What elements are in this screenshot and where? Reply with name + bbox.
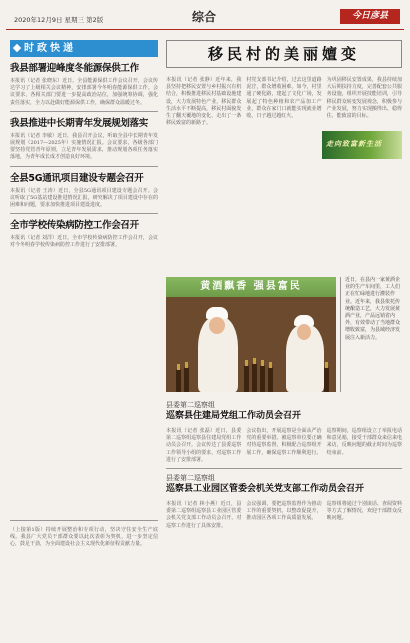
story-body: 本报讯（记者 张晓东）近日，全县能源保供工作会议召开，会议传达学习了上级相关会议精神，安排部署今冬明春能源保供工作。会议要求，各相关部门要进一步提高政治站位，加强统筹协调，强化责任落实，全力以赴做好能源保供工作，确保群众温暖过冬。: [10, 78, 158, 106]
issue-date: 2020年12月9日 星期三 第2版: [14, 16, 104, 24]
story-headline[interactable]: 全市学校传染病防控工作会召开: [10, 220, 139, 232]
feature-text: 村党支部书记介绍，过去这里道路泥泞，群众增收困难。如今，村里通了硬化路，建起了文化广场，发展起了特色种植和农产品加工产业，群众在家门口就能实现就业增收，日子越过越红火。: [246, 77, 322, 120]
feature-columns: [166, 74, 402, 127]
story-headline[interactable]: 全县5G通讯项目建设专题会召开: [10, 172, 144, 184]
bottle: [244, 365, 249, 392]
bottle: [184, 367, 189, 392]
story-headline[interactable]: 我县推进中长期青年发展规划落实: [10, 117, 149, 129]
story: [10, 63, 158, 107]
story-body: 会议指出，开展巡察是全面从严治党的重要举措。被巡察单位要正确对待巡察监督，积极配合巡察组开展工作，确保巡察工作顺利进行。: [246, 428, 322, 456]
bottle: [260, 365, 265, 392]
divider: [166, 468, 402, 469]
photo-title: 黄酒飘香 强县富民: [166, 277, 336, 297]
divider: [10, 166, 158, 167]
story-kicker: 县委第二巡察组: [166, 401, 215, 409]
bottle: [324, 367, 329, 392]
story-columns: [166, 498, 402, 530]
continued-text-box: [10, 520, 158, 549]
story-headline[interactable]: 我县部署迎峰度冬能源保供工作: [10, 63, 139, 74]
continued-text: （上接第1版）持续开展整治和专项行动，坚决守住安全生产底线。我县广大党员干部群众要以此次表彰为契机，进一步坚定信心，鼓足干劲，为全面建设社会主义现代化新征程贡献力量。: [10, 527, 158, 548]
divider: [10, 213, 158, 214]
story-body: 本报讯（记者 刘洋）近日，全市学校传染病防控工作会召开，会议对今冬明春学校传染病防控工作进行了安排部署。: [10, 235, 158, 249]
factory-photo: [166, 277, 336, 392]
story: [10, 118, 158, 162]
story-body: 巡察组将通过个别谈话、查阅资料等方式了解情况，欢迎干部群众反映问题。: [326, 501, 402, 522]
story-body: 本报讯（记者 张磊）近日，县委第二巡察组巡察县住建局党组工作动员会召开。会议传达了县委巡察工作领导小组的要求，对巡察工作进行了安排部署。: [166, 428, 242, 463]
inspection-news: [166, 398, 402, 530]
story-body: 会议强调，要把巡察监督作为推动工作的重要契机，以整改促提升，推动园区各项工作高质量发展。: [246, 501, 322, 522]
section-title: 综合: [192, 10, 217, 24]
feature-headline[interactable]: 移民村的美丽嬗变: [166, 40, 402, 68]
story-body: 巡察期间，巡察组设立了举报电话和意见箱，接受干部群众来信来电来访，反映问题的截止时间为巡察结束前。: [326, 428, 402, 456]
masthead: [6, 4, 404, 30]
story-body: 本报讯（记者 王涛）近日，全县5G通讯项目建设专题会召开。会议听取了5G基站建设推进情况汇报，研究解决了项目建设中存在的困难和问题，要求加快推进项目建设进度。: [10, 187, 158, 209]
worker-face: [209, 317, 225, 334]
story-body: 本报讯（记者 林小燕）近日，县委第二巡察组巡察县工业园区管委会机关党支部工作动员会召开，对巡察工作进行了具体安排。: [166, 501, 242, 529]
story: [166, 400, 402, 464]
worker-face: [297, 324, 311, 340]
story-headline[interactable]: 巡察县工业园区管委会机关党支部工作动员会召开: [166, 484, 365, 495]
section-band: 时政快递: [10, 40, 158, 57]
story-kicker: 县委第二巡察组: [166, 474, 215, 483]
photo-caption: 近日，在县内一家黄酒企业的生产车间里，工人们正在忙碌地进行灌装作业。近年来，我县依托传统酿造工艺，大力发展黄酒产业，产品远销省内外，有效带动了当地群众增收致富，为县域经济发展注入新活力。: [340, 277, 402, 392]
story-body: 本报讯（记者 李敏）近日，我县召开会议，听取全县中长期青年发展规划（2017—2025年）实施情况汇报。会议要求，各级各部门要坚持党管青年原则，立足青年发展需求，推动规划各项任务落实落地，为青年成长成才创造良好环境。: [10, 132, 158, 161]
bottle: [252, 363, 257, 392]
feature-text: 为巩固移民安置成果，我县持续加大后期扶持力度，完善配套公共服务设施，组织开展技能培训，引导移民群众转变发展观念，积极参与产业发展，努力实现搬得出、稳得住、能致富的目标。: [326, 77, 402, 120]
bottle: [176, 369, 181, 392]
newspaper-logo: 今日彦县: [340, 9, 400, 24]
story-headline[interactable]: 巡察县住建局党组工作动员会召开: [166, 411, 302, 421]
story-columns: [166, 425, 402, 464]
divider: [10, 111, 158, 112]
story: [166, 473, 402, 530]
feature-story: [166, 40, 402, 159]
feature-banner-image: [322, 131, 402, 159]
banner-caption: 走向致富新生活: [326, 139, 382, 149]
bottle: [268, 367, 273, 392]
story: [10, 220, 158, 249]
feature-text: 本报讯（记者 张静）近年来，我县坚持把移民安置与乡村振兴有机结合，积极推进移民村基础设施建设，大力发展特色产业，移民群众生活水平不断提高，移民村面貌发生了翻天覆地的变化，走出了一条移民致富的新路子。: [166, 77, 242, 127]
story: [10, 173, 158, 210]
